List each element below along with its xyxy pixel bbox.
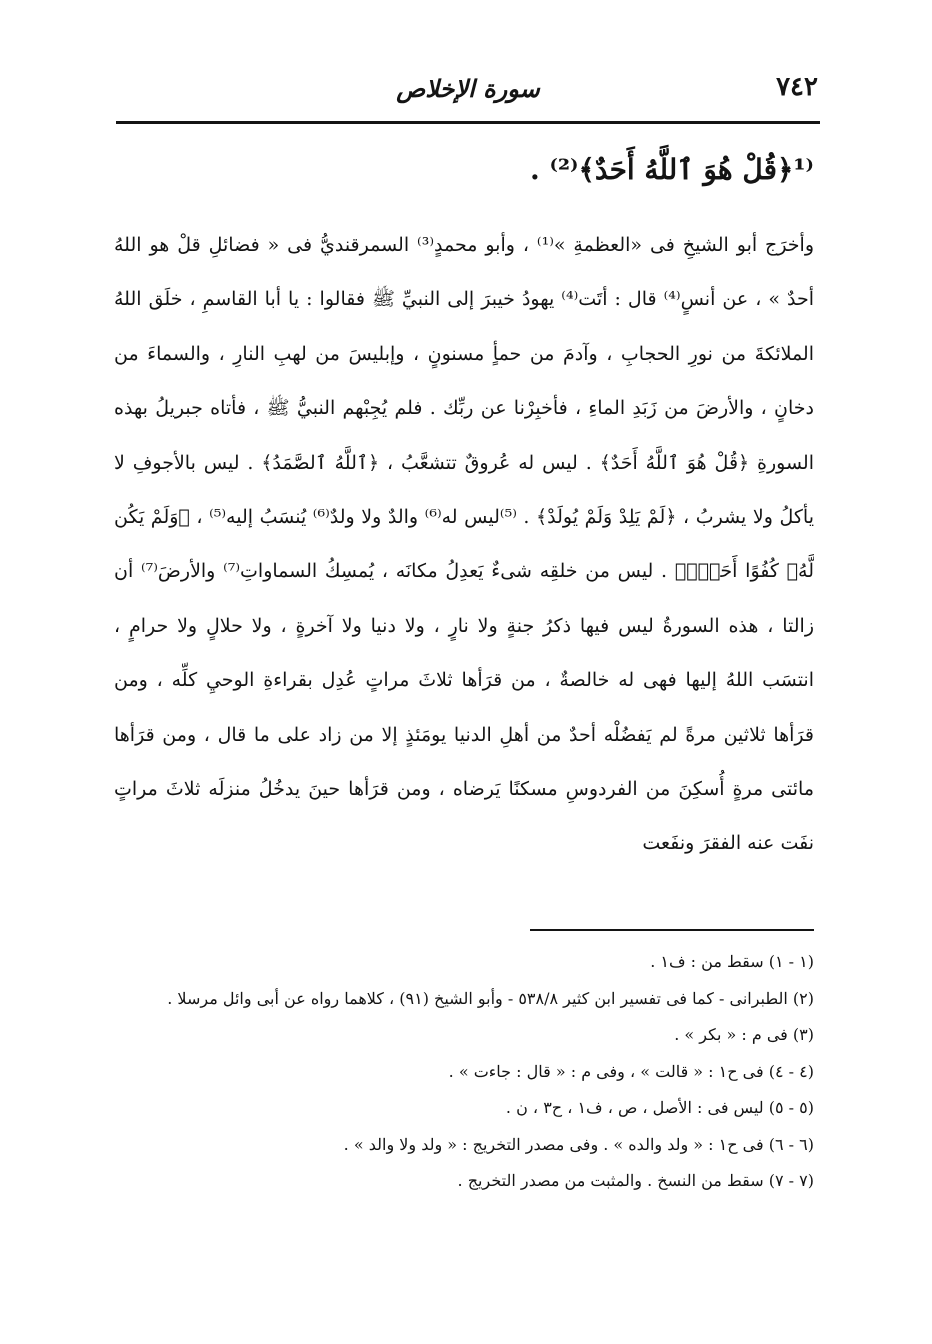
footnotes <box>114 944 814 1200</box>
running-header <box>118 66 818 106</box>
page-number: ٧٤٢ <box>776 72 818 102</box>
header-rule <box>116 121 820 124</box>
footnote-7: (٧ - ٧) سقط من النسخ . والمثبت من مصدر التخريج . <box>457 1171 814 1190</box>
footnote-6: (٦ - ٦) فى ح١ : « ولد والده » . وفى مصدر التخريج : « ولد ولا والد » . <box>343 1134 814 1154</box>
verse-line: ⁽¹﴿قُلْ هُوَ ٱللَّهُ أَحَدٌ﴾⁽²⁾ . <box>530 153 814 186</box>
footnote-3: (٣) فى م : « بكر » . <box>674 1025 814 1044</box>
footnote-1: (١ - ١) سقط من : ف١ . <box>650 952 814 971</box>
footnote-5: (٥ - ٥) ليس فى : الأصل ، ص ، ف١ ، ح٣ ، ن . <box>505 1098 814 1117</box>
footnote-4: (٤ - ٤) فى ح١ : « قالت » ، وفى م : « قال : جاءت » . <box>448 1061 814 1081</box>
body-paragraph: وأخرَج أبو الشيخِ فى «العظمةِ »⁽¹⁾ ، وأبو محمدٍ⁽³⁾ السمرقنديُّ فى « فضائلِ قلْ هو اللهُ أحدٌ » ، عن أنسٍ⁽⁴⁾ قال : أتَت⁽⁴⁾ يهودُ خيبرَ إلى النبيِّ ﷺ فقالوا : يا أبا القاسمِ ، خلَق اللهُ الملائكةَ من نورِ الحجابِ ، وآدمَ من حمأٍ مسنونٍ ، وإبليسَ من لهبِ النارِ ، والسماءَ من دخانٍ ، والأرضَ من زَبَدِ الماءِ ، فأخبِرْنا عن ربِّك . فلم يُجِبْهم النبيُّ ﷺ ، فأتاه جبريلُ بهذه السورةِ ﴿قُلْ هُوَ ٱللَّهُ أَحَدٌ﴾ . ليس له عُروقٌ تتشعَّبُ ، ﴿ٱللَّهُ ٱلصَّمَدُ﴾ . ليس بالأجوفِ لا يأكلُ ولا يشربُ ، ﴿لَمْ يَلِدْ وَلَمْ يُولَدْ﴾ . ⁽⁵⁾ليس له⁽⁶⁾ والدٌ ولا ولدٌ⁽⁶⁾ يُنسَبُ إليه⁽⁵⁾ ، ﴿وَلَمْ يَكُن لَّهُۥ كُفُوًا أَحَدٌۢ﴾ . ليس من خلقِه شىءٌ يَعدِلُ مكانَه ، يُمسِكُ السماواتِ⁽⁷⁾ والأرضَ⁽⁷⁾ أن زالتا ، هذه السورةُ ليس فيها ذكرُ جنةٍ ولا نارٍ ، ولا دنيا ولا آخرةٍ ، ولا حلالٍ ولا حرامٍ ، انتسَب اللهُ إليها فهى له خالصةٌ ، من قرَأها ثلاثَ مراتٍ عُدِل بقراءةِ الوحيِ كلِّه ، ومن قرَأها ثلاثين مرةً لم يَفضُلْه أحدٌ من أهلِ الدنيا يومَئذٍ إلا من زاد على ما قال ، ومن قرَأها مائتى مرةٍ أُسكِنَ من الفردوسِ مسكنًا يَرضاه ، ومن قرَأها حينَ يدخُلُ منزلَه ثلاثَ مراتٍ نفَت عنه الفقرَ ونفَعت <box>114 234 814 855</box>
footnote-2: (٢) الطبرانى - كما فى تفسير ابن كثير ٥٣٨/٨ - وأبو الشيخ (٩١) ، كلاهما رواه عن أبى وائل مرسلا . <box>167 988 814 1008</box>
footnote-rule <box>530 929 814 931</box>
surah-title: سورة الإخلاص <box>396 74 540 103</box>
